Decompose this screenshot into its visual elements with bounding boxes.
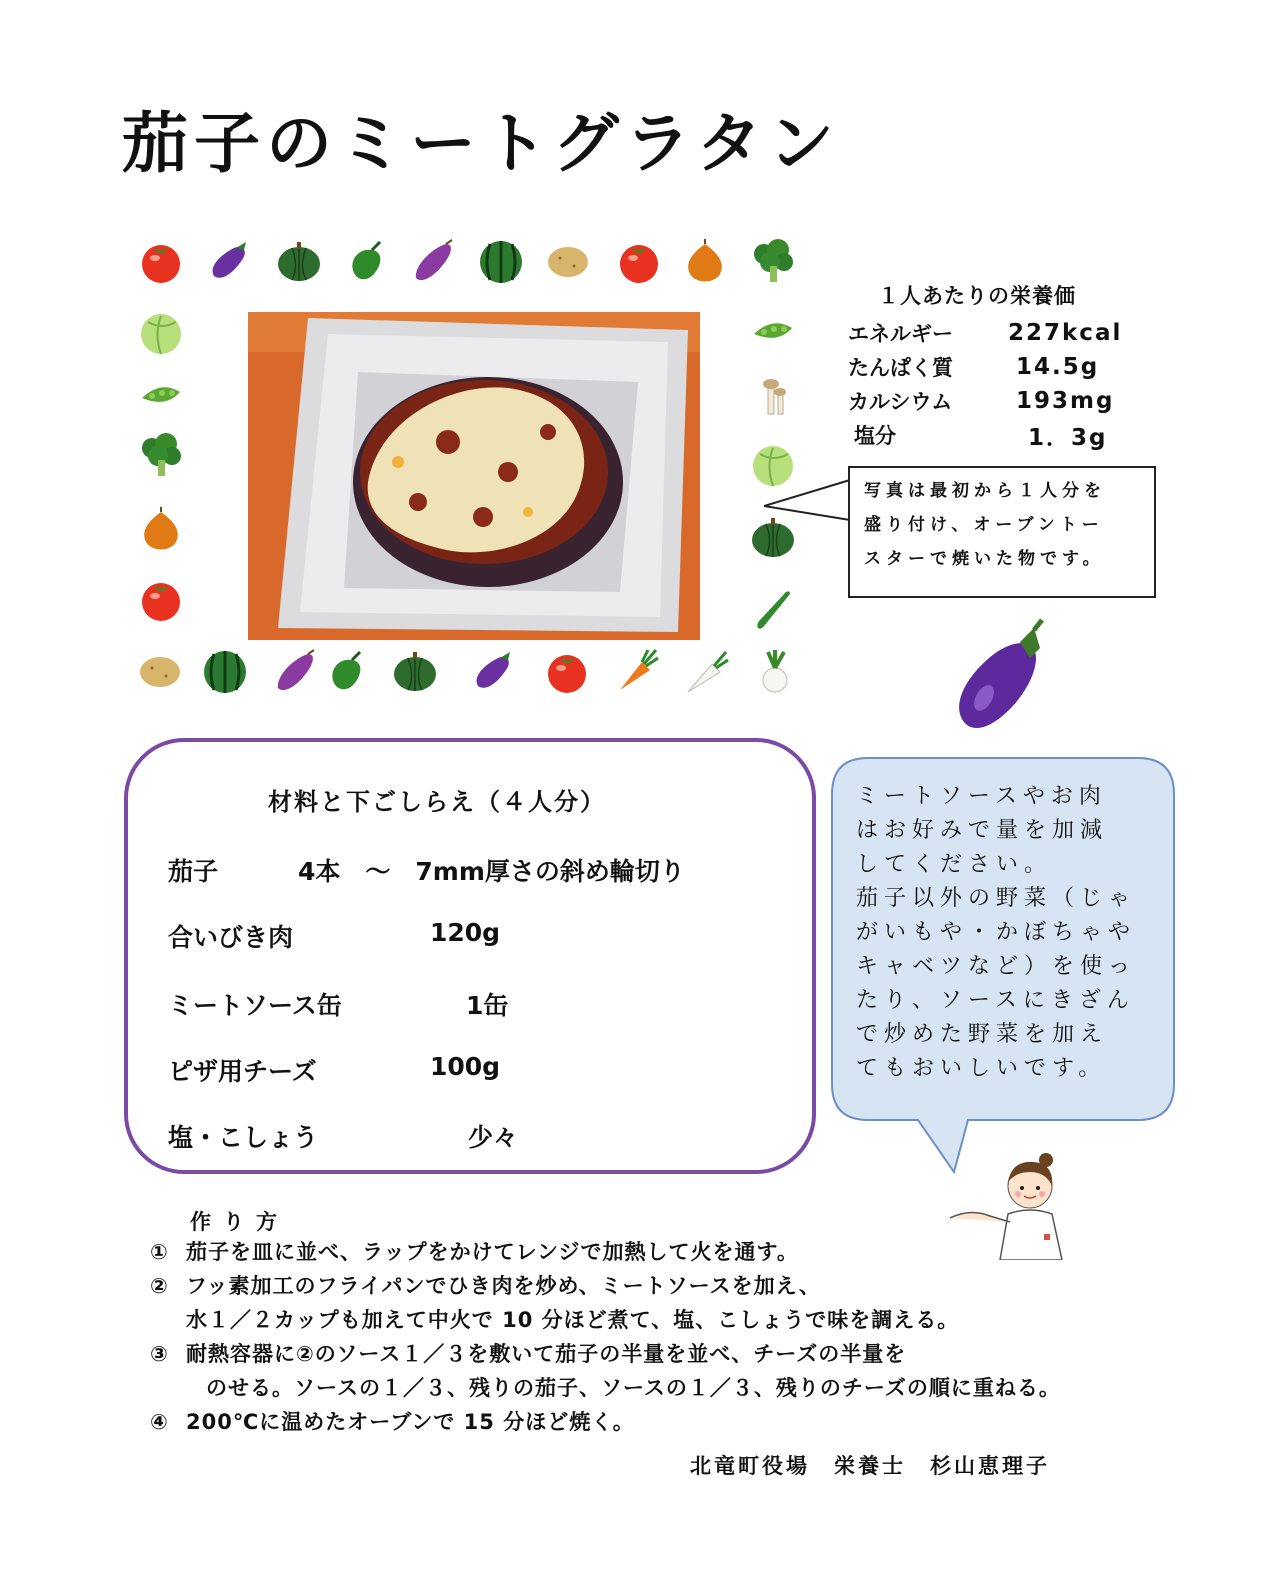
nutrition-heading: １人あたりの栄養価 [878,284,1076,308]
ingredient-name: 塩・こしょう [168,1123,319,1152]
tip-text [856,780,1156,1086]
note-line: スターで焼いた物です。 [864,549,1105,569]
nutrition-label: エネルギー [848,322,953,346]
nutrition-label: たんぱく質 [848,356,953,380]
nutrition-label: 塩分 [854,424,896,448]
onion-icon [136,504,186,554]
ingredient-amount: 120g [430,918,501,947]
note-line: 盛り付け、オーブントー [864,515,1104,535]
step-text: フッ素加工のフライパンでひき肉を炒め、ミートソースを加え、 [186,1274,821,1298]
tip-line: 茄子以外の野菜（じゃ [856,886,1137,911]
eggplant-icon [468,646,518,696]
page-title: 茄子のミートグラタン [122,105,841,182]
daikon-icon [682,646,732,696]
step-row [150,1236,799,1266]
potato-icon [136,646,186,696]
callout-pointer [764,470,854,540]
watermelon-icon [476,236,526,286]
step-number: ③ [150,1342,169,1366]
nutrition-panel [848,280,1168,452]
ingredient-row [168,986,509,1022]
nutrition-row-energy [848,316,1168,350]
ingredient-row [168,852,685,888]
tip-line: キャベツなど）を使っ [856,954,1137,979]
gratin-photo [248,312,700,640]
nutrition-value: 1．3g [1028,424,1108,451]
nutrition-value: 193mg [1016,388,1115,414]
ingredient-name: 合いびき肉 [168,923,294,952]
eggplant-icon [204,236,254,286]
eggplant-illustration [950,618,1060,738]
ingredients-heading: 材料と下ごしらえ（４人分） [268,788,606,816]
photo-note [848,466,1156,598]
ingredient-amount: 100g [430,1052,501,1081]
broccoli-icon [748,236,798,286]
nutrition-label: カルシウム [848,390,953,414]
step-row [150,1270,821,1300]
ingredient-amount: 少々 [468,1123,519,1152]
step-number: ④ [150,1410,169,1434]
step-text: 200℃に温めたオーブンで 15 分ほど焼く。 [186,1410,635,1434]
carrot-icon [612,646,662,696]
beans-icon [748,304,798,354]
tomato-icon [614,236,664,286]
nutrition-value: 227kcal [1008,320,1123,346]
step-text: 水１／２カップも加えて中火で 10 分ほど煮て、塩、こしょうで味を調える。 [186,1308,960,1332]
step-text: 耐熱容器に②のソース１／３を敷いて茄子の半量を並べ、チーズの半量を [186,1342,907,1366]
tip-line: はお好みで量を加減 [856,818,1109,843]
tip-line: ミートソースやお肉 [856,784,1107,809]
mushroom-icon [748,368,798,418]
cucumber-icon [748,584,798,634]
beans-icon [136,368,186,418]
cabbage-icon [136,308,186,358]
ingredient-name: ミートソース缶 [168,991,342,1020]
green-pepper-icon [342,236,392,286]
tip-line: てもおいしいです。 [856,1056,1107,1081]
ingredient-row [168,918,501,954]
note-line: 写真は最初から１人分を [864,481,1106,501]
author-credit: 北竜町役場 栄養士 杉山恵理子 [690,1454,1050,1478]
nutrition-value: 14.5g [1016,354,1100,380]
ingredient-amount: 1缶 [466,991,509,1020]
sweet-potato-icon [270,646,320,696]
tip-line: してください。 [856,852,1053,877]
tip-line: がいもや・かぼちゃや [856,920,1137,945]
tomato-icon [136,236,186,286]
pumpkin-icon [390,646,440,696]
nutrition-row-protein [848,350,1168,384]
watermelon-icon [200,646,250,696]
ingredients-box [124,738,816,1174]
green-pepper-icon [322,646,372,696]
ingredient-name: 茄子 [168,857,219,886]
nutrition-row-salt [848,418,1168,452]
method-heading: 作り方 [190,1210,289,1234]
tip-line: たり、ソースにきざん [856,988,1135,1013]
step-text: のせる。ソースの１／３、残りの茄子、ソースの１／３、残りのチーズの順に重ねる。 [206,1376,1061,1400]
ingredient-row [168,1118,519,1154]
ingredient-amount: 4本 ～ 7mm厚さの斜め輪切り [298,857,685,886]
step-row [150,1304,959,1334]
step-row [170,1372,1061,1402]
broccoli-icon [136,430,186,480]
tip-line: で炒めた野菜を加え [856,1022,1109,1047]
tomato-icon [136,574,186,624]
tomato-icon [542,646,592,696]
pumpkin-icon [274,236,324,286]
ingredient-row [168,1052,501,1088]
sweet-potato-icon [408,236,458,286]
step-text: 茄子を皿に並べ、ラップをかけてレンジで加熱して火を通す。 [186,1240,799,1264]
step-number: ① [150,1240,169,1264]
potato-icon [544,236,594,286]
onion-icon [680,236,730,286]
turnip-icon [750,646,800,696]
nutritionist-illustration [950,1150,1110,1260]
nutrition-row-calcium [848,384,1168,418]
ingredient-name: ピザ用チーズ [168,1057,317,1086]
step-row [150,1338,906,1368]
step-row [150,1406,635,1436]
step-number: ② [150,1274,169,1298]
